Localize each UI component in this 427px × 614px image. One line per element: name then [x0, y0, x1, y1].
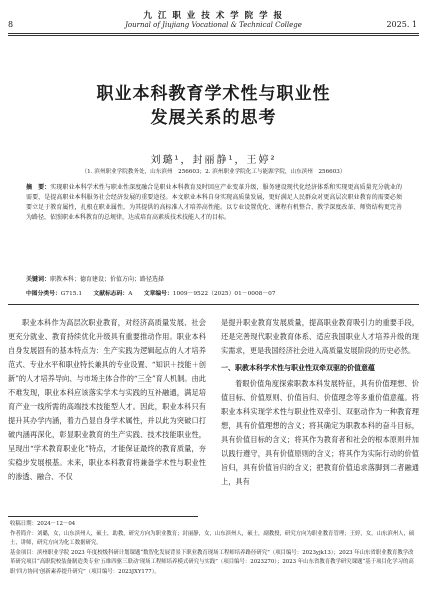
body-paragraph: 职业本科作为高层次职业教育，对经济高质量发展、社会更充分就业、教育持续优化升级具有重要推动作用。职业本科自身发展固有的基本特点为：生产实践为逻辑起点的人才培养范式、专业水平和职业特长兼具的专业设置、“知识＋技能＋创新”的人才培养导向、与市场主体合作的“三全”育人机制。由此不难发现，职业本科应该落实学术与实践的互补融通，满足培育产业一线所需的高端技术技能型人才。因此，职业本科只有提升其办学内涵，着力凸显自身学术属性，并以此为突破口打破内涵再深化，彰显职业教育的生产实践、技术技能职业性，呈现出“学术教育职业化”特点，才能保证最终的教育质量，夯实稳步发展根基。未来，职业本科教育将兼备学术性与职业性的渗透、融合、不仅	[8, 318, 206, 481]
author-bio: 作者简介：刘璐，女，山东滨州人，硕士，助教，研究方向为职业教育；封丽静，女，山东滨州人，硕士，副教授，研究方向为职业教育管理；王婷，女，山东滨州人，硕士，讲师，研究方向为化工数据研究。	[10, 530, 415, 547]
journal-title-cn: 九 江 职 业 技 术 学 院 学 报	[143, 11, 284, 21]
keywords-text: 职教本科；德育建设；价值方向；路径选择	[50, 276, 165, 283]
received-date: 收稿日期：2024－12－04	[10, 521, 76, 527]
article-title-line1: 职业本科教育学术性与职业性	[96, 84, 331, 104]
classification-line	[26, 288, 276, 297]
header-rule-thin	[8, 35, 419, 36]
keywords-label: 关键词：	[26, 276, 51, 283]
abstract-text: 实现职业本科学术性与职业性深度融合是职业本科教育及时回应产业变革升级，服务建设现代化经济体系和实现更高质量充分就业的需要，是提高职业本科服务社会经济发展的重要途径。本文职业本科自身实现高质量发展，更好满足人民群众对更高层次职业教育的需要必须要立足于教育属性，扎根在职业属性，为其提供的高标准人才培养高性能。以专业设置优化、课程有机整合、教学深度改革、师资结构更完善为路径，依照职业本科教育的总规律，达成培育高素质技术技能人才的目标。	[26, 184, 402, 222]
fund-info: 基金项目：滨州职业学院 2023 年度校级科研计划课题“数智化发展背景下职业教育现场工程师培养路径研究”（项目编号：2023yjk13）；2023 年山东省职业教育教学改革研究项目“高职院校装备制造类专业'五维四驱三联动'现场工程师培养模式研究与实践”（项目编号：2023270）；2023 年山东省教育教学研究课题“基于项目化学习的高职'四方协同'创新素养提升研究”（项目编号：2023JXY177）。	[10, 549, 414, 575]
page-number: 8	[8, 20, 14, 29]
article-title-line2: 发展关系的思考	[150, 108, 277, 128]
abstract-rule	[8, 304, 419, 305]
doc-code-value: A	[128, 291, 133, 297]
article-number-label: 文章编号：	[143, 291, 173, 297]
journal-title-en: Journal of Jiujiang Vocational & Technical College	[125, 21, 302, 29]
section-heading: 一、职教本科学术性与职业性双牵双驱的价值意蕴	[221, 364, 375, 372]
article-number-value: 1009－9522（2025）01－0008－07	[172, 291, 276, 297]
body-right-column	[221, 316, 419, 489]
doc-code-label: 文献标志码：	[93, 291, 129, 297]
clc-label: 中图分类号：	[26, 291, 61, 297]
keywords	[26, 274, 402, 283]
affiliation: （1. 滨州职业学院教务处，山东滨州 256603；2. 滨州职业学院化工与能源学院，山东滨州 256603）	[81, 169, 346, 175]
authors: 刘璐¹，封丽静¹，王婷²	[150, 155, 277, 166]
issue-number: 2025. 1	[386, 20, 417, 29]
header-rule	[8, 33, 419, 34]
clc-value: G715.1	[60, 291, 83, 297]
body-left-column	[8, 316, 206, 484]
body-paragraph: 是提升职业教育发展质量，提高职业教育吸引力的重要手段，还是完善现代职业教育体系、适应我国职业人才培养升级的现实需求，更是我国经济社会进入高质量发展阶段的历史必然。	[221, 318, 419, 355]
footnotes	[10, 520, 418, 578]
body-paragraph: 着眼价值角度探索职教本科发展特征，具有价值理想、价值目标、价值原则、价值旨归、价值理念等多重价值意蕴。将职业本科实现学术性与职业性双牵引、双驱动作为一种教育理想，具有价值理想的含义；将其确定为职教本科的奋斗目标，具有价值目标的含义；将其作为教育者和社会的根本原则并加以践行遵守，具有价值原则的含义；将其作为实际行动的价值旨归，具有价值旨归的含义；把教育价值追求落脚到二者融通上，具有	[221, 379, 419, 486]
footnote-rule	[8, 516, 198, 517]
abstract	[26, 183, 402, 223]
abstract-label: 摘 要：	[26, 184, 51, 191]
